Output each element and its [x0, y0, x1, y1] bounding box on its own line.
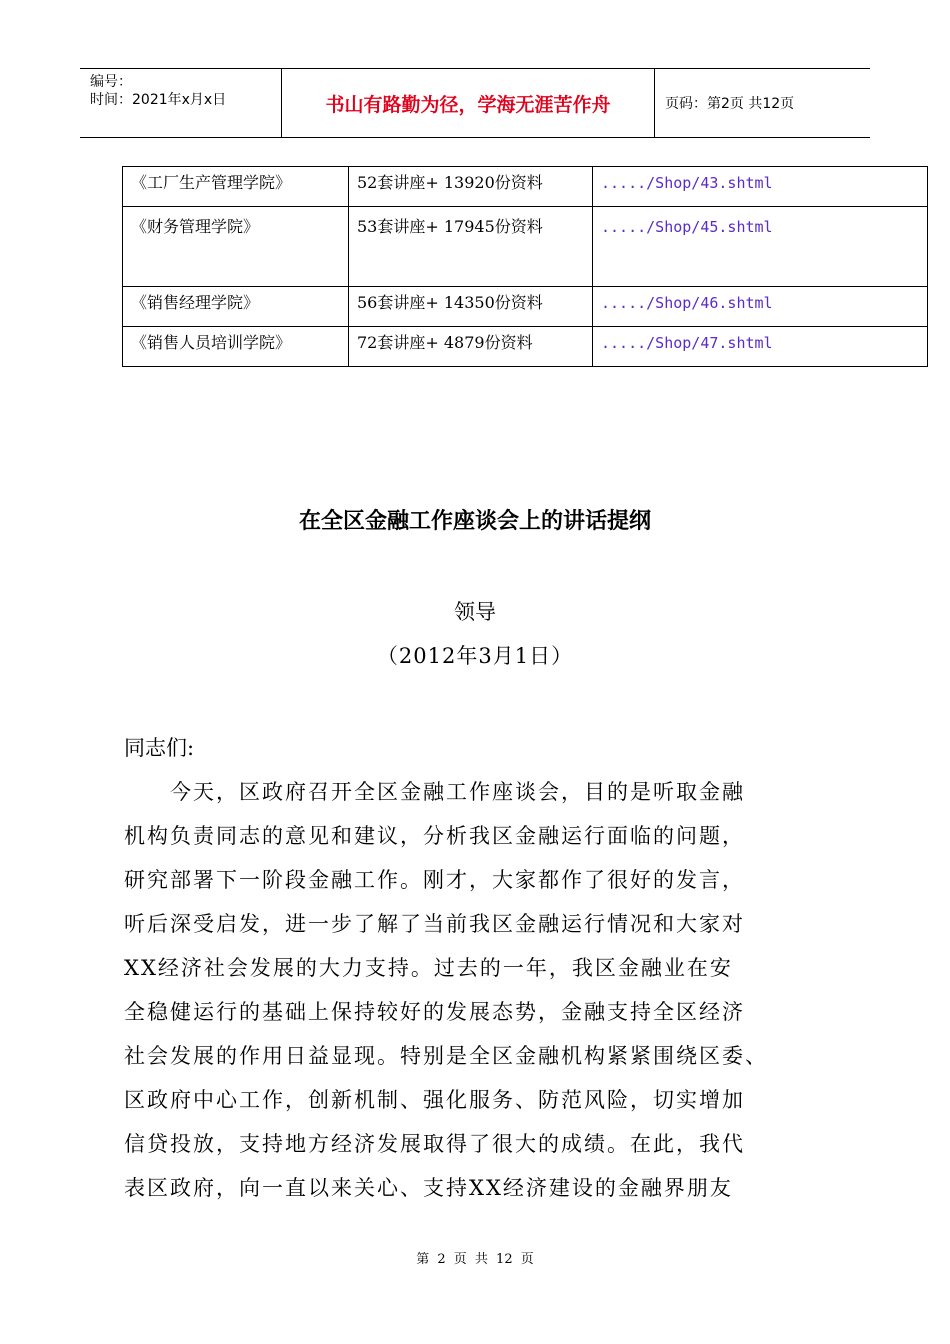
course-link[interactable]: ...../Shop/45.shtml: [593, 207, 928, 287]
header-meta: [80, 69, 282, 137]
table-row: [123, 287, 928, 327]
body-line: 社会发展的作用日益显现。特别是全区金融机构紧紧围绕区委、: [124, 1044, 768, 1068]
body-line: 表区政府，向一直以来关心、支持XX经济建设的金融界朋友: [124, 1176, 733, 1200]
header-page-info: 页码：第2页 共12页: [665, 96, 795, 112]
table-row: [123, 207, 928, 287]
body-line: XX经济社会发展的大力支持。过去的一年，我区金融业在安: [124, 956, 733, 980]
body-line: 研究部署下一阶段金融工作。刚才，大家都作了很好的发言，: [124, 868, 745, 892]
header-time: 时间：2021年x月x日: [90, 92, 227, 108]
course-link[interactable]: ...../Shop/43.shtml: [593, 167, 928, 207]
header-number: 编号：: [90, 74, 132, 90]
page-footer: 第 2 页 共 12 页: [416, 1252, 534, 1267]
table-row: [123, 167, 928, 207]
article-author: 领导: [454, 600, 496, 624]
course-name: 《销售人员培训学院》: [123, 327, 349, 367]
course-desc: 53套讲座+ 17945份资料: [349, 207, 593, 287]
body-line: 机构负责同志的意见和建议，分析我区金融运行面临的问题，: [124, 824, 745, 848]
article-body: [124, 770, 844, 1210]
salutation: 同志们:: [124, 736, 195, 760]
course-desc: 72套讲座+ 4879份资料: [349, 327, 593, 367]
page-header: [80, 68, 870, 138]
body-line: 全稳健运行的基础上保持较好的发展态势，金融支持全区经济: [124, 1000, 745, 1024]
body-line: 信贷投放，支持地方经济发展取得了很大的成绩。在此，我代: [124, 1132, 745, 1156]
course-link[interactable]: ...../Shop/47.shtml: [593, 327, 928, 367]
course-desc: 56套讲座+ 14350份资料: [349, 287, 593, 327]
body-line: 今天，区政府召开全区金融工作座谈会，目的是听取金融: [124, 780, 745, 804]
article-title: 在全区金融工作座谈会上的讲话提纲: [298, 509, 651, 534]
course-name: 《销售经理学院》: [123, 287, 349, 327]
header-motto: 书山有路勤为径，学海无涯苦作舟: [282, 69, 655, 137]
article-date: （2012年3月1日）: [376, 644, 574, 668]
table-row: [123, 327, 928, 367]
course-table: [122, 166, 928, 367]
body-line: 听后深受启发，进一步了解了当前我区金融运行情况和大家对: [124, 912, 745, 936]
course-name: 《工厂生产管理学院》: [123, 167, 349, 207]
course-link[interactable]: ...../Shop/46.shtml: [593, 287, 928, 327]
body-line: 区政府中心工作，创新机制、强化服务、防范风险，切实增加: [124, 1088, 745, 1112]
course-name: 《财务管理学院》: [123, 207, 349, 287]
course-desc: 52套讲座+ 13920份资料: [349, 167, 593, 207]
